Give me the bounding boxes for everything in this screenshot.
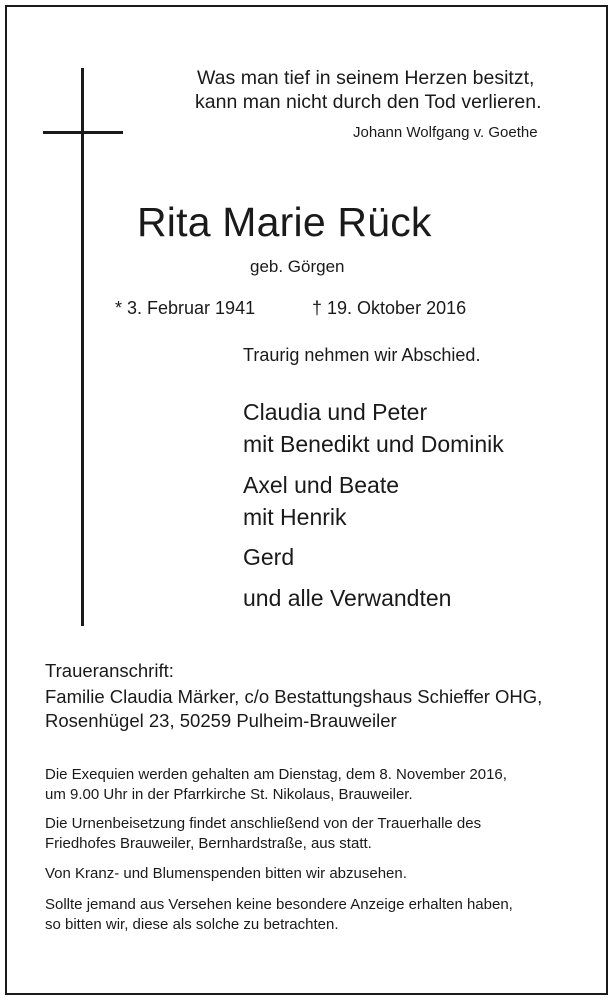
info-spenden: Von Kranz- und Blumenspenden bitten wir abzusehen. — [45, 865, 407, 882]
family-line-2: mit Benedikt und Dominik — [243, 431, 504, 457]
address-heading: Traueranschrift: — [45, 660, 174, 681]
info-exequien-1: Die Exequien werden gehalten am Dienstag, dem 8. November 2016, — [45, 766, 507, 783]
info-versehen-2: so bitten wir, diese als solche zu betrachten. — [45, 916, 339, 933]
deceased-name: Rita Marie Rück — [137, 199, 432, 245]
info-urne-2: Friedhofes Brauweiler, Bernhardstraße, aus statt. — [45, 835, 372, 852]
quote-line-2: kann man nicht durch den Tod verlieren. — [195, 91, 542, 113]
cross-icon-bar — [43, 131, 123, 134]
death-date: † 19. Oktober 2016 — [312, 298, 467, 318]
info-urne-1: Die Urnenbeisetzung findet anschließend von der Trauerhalle des — [45, 815, 482, 832]
address-line-1: Familie Claudia Märker, c/o Bestattungshaus Schieffer OHG, — [45, 686, 543, 707]
quote-line-1: Was man tief in seinem Herzen besitzt, — [197, 67, 535, 89]
quote-author: Johann Wolfgang v. Goethe — [353, 124, 538, 141]
info-versehen-1: Sollte jemand aus Versehen keine besondere Anzeige erhalten haben, — [45, 896, 513, 913]
family-line-4: mit Henrik — [243, 504, 347, 530]
family-line-1: Claudia und Peter — [243, 399, 428, 425]
family-line-3: Axel und Beate — [243, 472, 400, 498]
info-exequien-2: um 9.00 Uhr in der Pfarrkirche St. Nikolaus, Brauweiler. — [45, 786, 413, 803]
family-line-5: Gerd — [243, 544, 295, 570]
cross-icon — [81, 68, 84, 626]
address-line-2: Rosenhügel 23, 50259 Pulheim-Brauweiler — [45, 710, 397, 731]
maiden-name: geb. Görgen — [250, 257, 345, 276]
birth-date: * 3. Februar 1941 — [115, 298, 256, 318]
family-line-6: und alle Verwandten — [243, 585, 452, 611]
farewell-text: Traurig nehmen wir Abschied. — [243, 345, 481, 365]
